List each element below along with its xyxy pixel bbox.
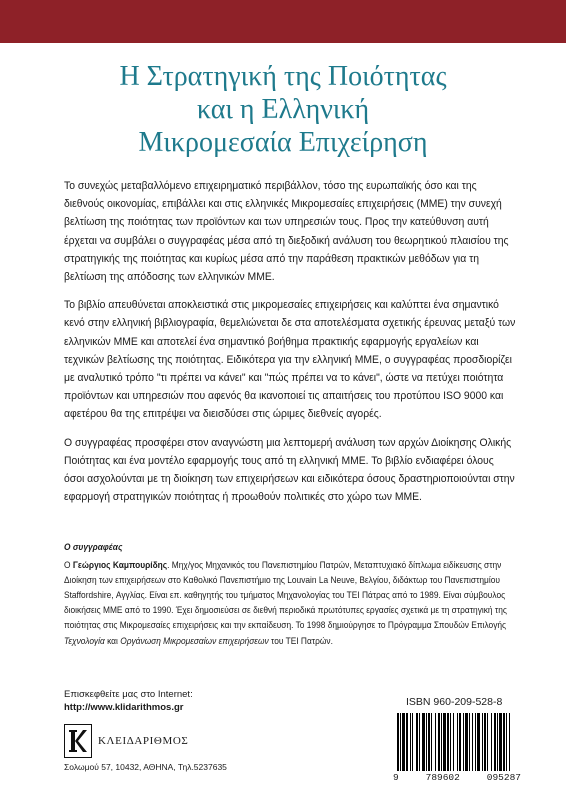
website-info <box>64 688 193 714</box>
description-paragraph-1: Το συνεχώς μεταβαλλόμενο επιχειρηματικό περιβάλλον, τόσο της ευρωπαϊκής όσο και της διεθνούς οικονομίας, επιβάλλει και στις ελληνικές Μικρομεσαίες επιχειρήσεις (ΜΜΕ) την συνεχή βελτίωση της ποιότητας των προϊόντων και των υπηρεσιών τους. Προς την κατεύθυνση αυτή έρχεται να συμβάλει ο συγγραφέας μέσα από τη διεξοδική ανάλυση του θεωρητικού πλαισίου της στρατηγικής της ποιότητας και κυρίως μέσα από την παράθεση πρακτικών μεθόδων για τη βελτίωση της απόδοσης των ελληνικών ΜΜΕ. <box>64 180 509 284</box>
author-heading: Ο συγγραφέας <box>64 542 123 552</box>
title-line-1: Η Στρατηγική της Ποιότητας <box>119 61 447 92</box>
title-line-2: και η Ελληνική <box>196 94 370 125</box>
description-paragraph-2: Το βιβλίο απευθύνεται αποκλειστικά στις μικρομεσαίες επιχειρήσεις και καλύπτει ένα σημαντικό κενό στην ελληνική βιβλιογραφία, θεμελιώνεται δε στα αποτελέσματα σχετικής έρευνας μεταξύ των ελληνικών ΜΜΕ και αποτελεί ένα σημαντικό βοήθημα πρακτικής εφαρμογής εργαλείων και τεχνικών βελτίωσης της ποιότητας. Ειδικότερα για την ελληνική ΜΜΕ, ο συγγραφέας προσδιορίζει με αναλυτικό τρόπο "τι πρέπει να κάνει" και "πώς πρέπει να το κάνει", ώστε να πετύχει ποιότητα προϊόντων και υπηρεσιών που αφενός θα ικανοποιεί τις απαιτήσεις του προτύπου ISO 9000 και αφετέρου θα της επιτρέψει να διεισδύσει στις ώριμες διεθνείς αγορές. <box>64 299 516 421</box>
author-bio-text: . Μηχ/γος Μηχανικός του Πανεπιστημίου Πατρών, Μεταπτυχιακό δίπλωμα ειδίκευσης στην Διοίκηση των επιχειρήσεων στο Καθολικό Πανεπιστήμιο της Louvain La Neuve, Βελγίου, διδάκτωρ του Πανεπιστημίου Staffordshire, Αγγλίας. Είναι επ. καθηγητής του τμήματος Μηχανολογίας του ΤΕΙ Πάτρας από το 1989. Είναι σύμβουλος διοικήσεις ΜΜΕ από το 1990. Έχει δημοσιεύσει σε διεθνή περιοδικά πρωτότυπες εργασίες σχετικά με τη στρατηγική της ποιότητας στις Μικρομεσαίες επιχειρήσεις και την εκπαίδευση. Το 1998 δημιούργησε το Πρόγραμμα Σπουδών Επιλογής <box>64 560 507 631</box>
publisher-address: Σολωμού 57, 10432, ΑΘΗΝΑ, Τηλ.5237635 <box>64 762 227 772</box>
barcode-number <box>393 772 521 783</box>
key-logo-icon <box>64 724 92 758</box>
barcode-left-digits: 789602 <box>425 772 460 783</box>
description-paragraph-3: Ο συγγραφέας προσφέρει στον αναγνώστη μια λεπτομερή ανάλυση των αρχών Διοίκησης Ολικής Ποιότητας και ένα μοντέλο εφαρμογής τους από τη ελληνική ΜΜΕ. Το βιβλίο ενδιαφέρει όλους όσοι ασχολούνται με τη διοίκηση των επιχειρήσεων και ειδικότερα όσους δραστηριοποιούνται στην εφαρμογή στρατηγικών ποιότητας ή προωθούν πολιτικές στο χώρο των ΜΜΕ. <box>64 436 515 504</box>
author-section <box>64 540 516 649</box>
program-name-2: Οργάνωση Μικρομεσαίων επιχειρήσεων <box>120 635 269 646</box>
description-text <box>64 177 516 516</box>
visit-label: Επισκεφθείτε μας στο Internet: <box>64 689 193 700</box>
website-link[interactable]: http://www.klidarithmos.gr <box>64 702 184 713</box>
top-color-band <box>0 0 566 43</box>
barcode-right-digits: 095287 <box>486 772 521 783</box>
barcode <box>393 713 521 771</box>
program-name-1: Τεχνολογία <box>64 635 105 646</box>
publisher-name: ΚΛΕΙΔΑΡΙΘΜΟΣ <box>98 735 189 747</box>
program-conjunction: και <box>104 635 121 646</box>
publisher-logo <box>64 724 188 758</box>
author-bio-end: του ΤΕΙ Πατρών. <box>268 635 333 646</box>
author-article: Ο <box>64 560 73 571</box>
book-title <box>0 60 566 159</box>
title-line-3: Μικρομεσαία Επιχείρηση <box>138 127 428 158</box>
author-bio <box>64 558 516 649</box>
isbn-label: ISBN 960-209-528-8 <box>406 696 503 708</box>
author-name: Γεώργιος Καμπουρίδης <box>72 560 168 571</box>
barcode-first-digit: 9 <box>393 772 399 783</box>
